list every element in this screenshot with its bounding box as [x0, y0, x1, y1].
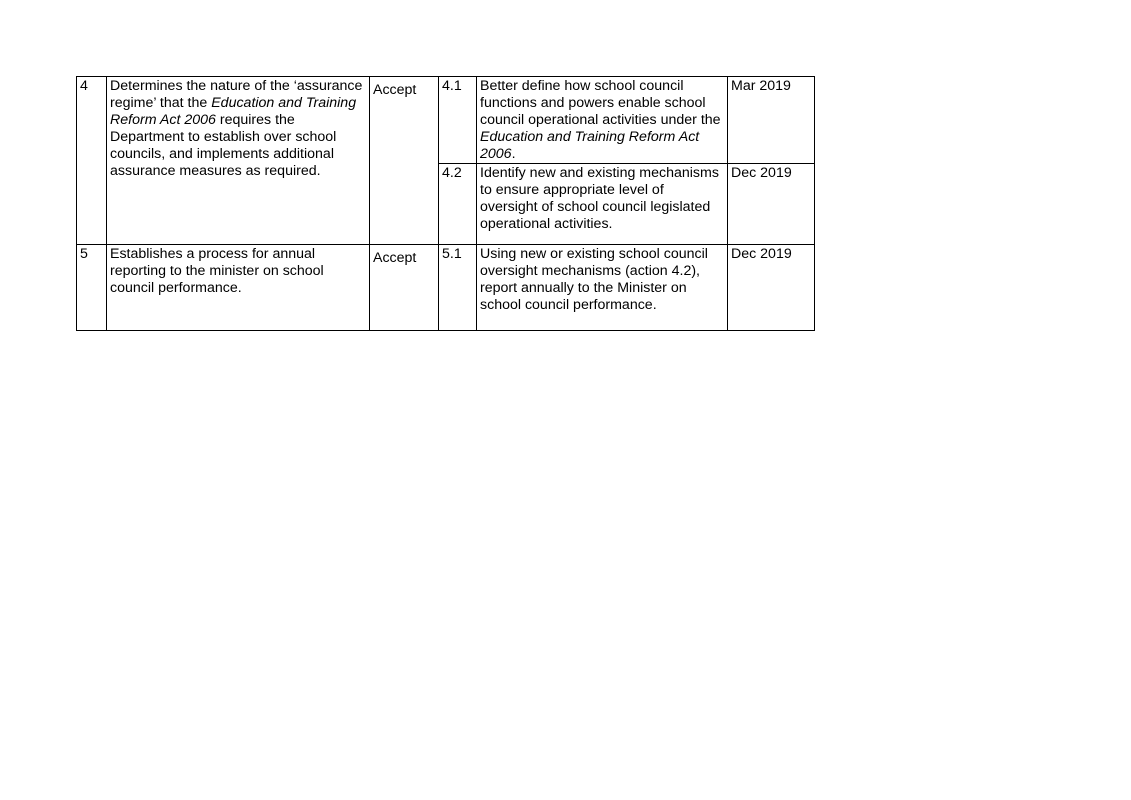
recommendation-text — [107, 77, 370, 245]
action-date: Mar 2019 — [728, 77, 815, 164]
table-row-recommendation-4 — [77, 77, 815, 164]
recommendation-number: 4 — [77, 77, 107, 245]
response-status: Accept — [370, 245, 439, 331]
action-id: 4.2 — [439, 164, 477, 245]
action-id: 4.1 — [439, 77, 477, 164]
act-name: Education and Training Reform Act 2006 — [110, 95, 357, 128]
action-text — [477, 77, 728, 164]
action-text-before: Better define how school council functions and powers enable school council operational activities under the — [480, 78, 721, 128]
recommendations-table — [76, 76, 815, 331]
table-row-recommendation-5 — [77, 245, 815, 331]
action-date: Dec 2019 — [728, 164, 815, 245]
recommendation-text-part2: requires the Department to establish over school councils, and implements additional assurance measures as required. — [110, 112, 337, 179]
action-id: 5.1 — [439, 245, 477, 331]
recommendation-text-part1: Determines the nature of the ‘assurance regime’ that the — [110, 78, 363, 111]
action-text: Identify new and existing mechanisms to ensure appropriate level of oversight of school council legislated operational activities. — [477, 164, 728, 245]
action-text: Using new or existing school council oversight mechanisms (action 4.2), report annually to the Minister on school council performance. — [477, 245, 728, 331]
recommendation-text: Establishes a process for annual reporting to the minister on school council performance. — [107, 245, 370, 331]
act-name: Education and Training Reform Act 2006 — [480, 129, 700, 162]
recommendation-number: 5 — [77, 245, 107, 331]
action-text-after: . — [511, 146, 516, 162]
action-date: Dec 2019 — [728, 245, 815, 331]
response-status: Accept — [370, 77, 439, 245]
